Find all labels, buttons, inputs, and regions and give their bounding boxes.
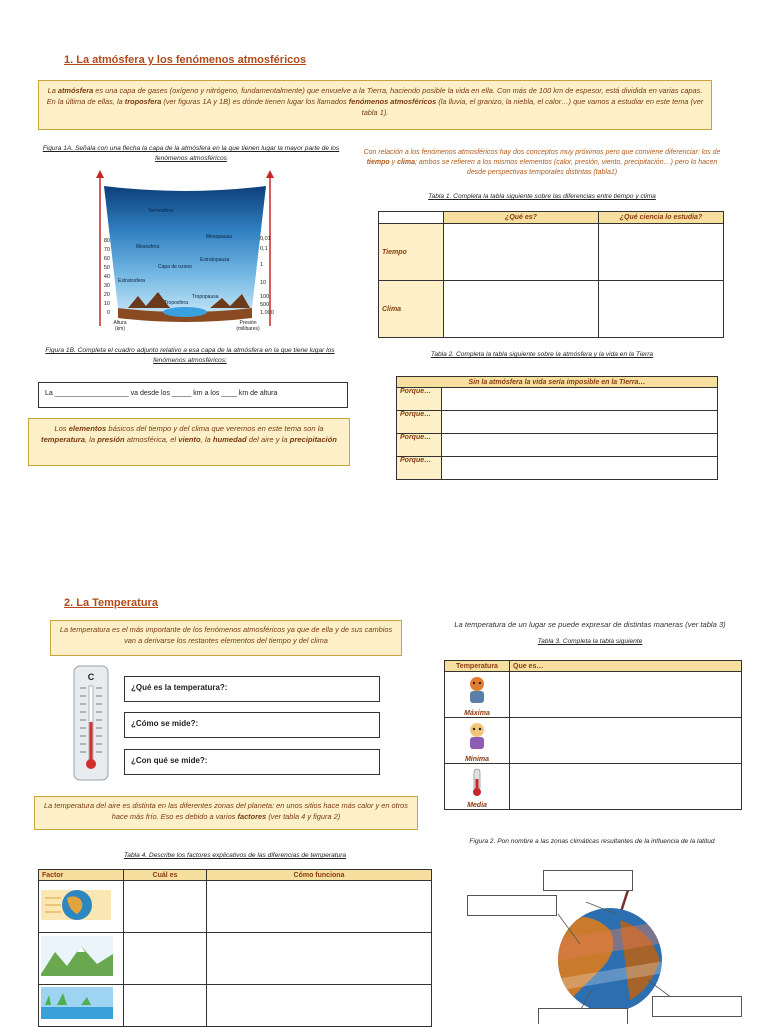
table3-row-media xyxy=(445,764,510,810)
altitude-axis-label: Altura xyxy=(113,320,127,326)
table2-caption: Tabla 2. Completa la tabla siguiente sobre la atmósfera y la vida en la Tierra xyxy=(430,351,654,358)
troposphere-fill-box[interactable]: La ___________________ va desde los _____ km a los ____ km de altura xyxy=(38,382,348,408)
table1-cell[interactable] xyxy=(444,281,599,338)
weather-climate-intro: Con relación a los fenómenos atmosféricos hay dos conceptos muy próximos pero que conviene diferenciar: los de tiempo y clima; ambos se refieren a los mismos elementos (calor, presión, viento, precipitación…) pero lo hacen desde perspectivas temporales distintas (tabla1) xyxy=(363,149,721,177)
hot-figure-icon xyxy=(459,675,495,705)
thermometer-icon xyxy=(72,664,112,784)
temperature-intro-box: La temperatura es el más importante de los fenómenos atmosféricos ya que de ella y de sus cambios van a derivarse los restantes elementos del tiempo y del clima xyxy=(50,620,402,656)
section1-title: 1. La atmósfera y los fenómenos atmosféricos xyxy=(64,54,307,66)
table3-cell[interactable] xyxy=(510,764,742,810)
table3-caption: Tabla 3. Completa la tabla siguiente xyxy=(537,638,643,645)
pressure-tick: 1.000 xyxy=(260,310,274,316)
table3-cell[interactable] xyxy=(510,718,742,764)
layer-label: Tropopausa xyxy=(192,294,219,300)
question-measured-with[interactable]: ¿Con qué se mide?: xyxy=(124,749,380,775)
height-tick: 80 xyxy=(103,238,110,244)
table4-cell[interactable] xyxy=(207,881,432,933)
table4-caption: Tabla 4. Describe los factores explicativos de las diferencias de temperatura xyxy=(123,852,347,859)
table1-row-label: Clima xyxy=(379,281,444,338)
table3-header: Temperatura xyxy=(445,661,510,672)
altitude-mountains-icon xyxy=(41,936,113,976)
pressure-tick: 10 xyxy=(260,280,267,286)
table3-label: Mínima xyxy=(464,756,490,763)
table3-label: Máxima xyxy=(464,710,490,717)
table2-row-label: Porque… xyxy=(397,411,442,434)
atmosphere-body xyxy=(104,186,266,312)
table4-cell[interactable] xyxy=(124,933,207,985)
height-tick: 0 xyxy=(106,310,110,316)
climate-zone-label-box[interactable] xyxy=(538,1008,628,1024)
mild-thermometer-icon xyxy=(459,767,495,797)
height-tick: 20 xyxy=(103,292,110,298)
pressure-axis-unit: (milibares) xyxy=(236,326,260,332)
height-tick: 50 xyxy=(103,265,110,271)
celsius-label: C xyxy=(87,672,95,682)
climate-zone-label-box[interactable] xyxy=(467,895,557,916)
table1-cell[interactable] xyxy=(444,224,599,281)
thermometer-bulb xyxy=(86,759,96,769)
fig2-caption: Figura 2. Pon nombre a las zonas climáticas resultantes de la influencia de la latitud xyxy=(469,838,715,845)
pressure-tick: 100 xyxy=(260,294,270,300)
question-what-is-temperature[interactable]: ¿Qué es la temperatura?: xyxy=(124,676,380,702)
pressure-tick: 0,1 xyxy=(260,246,268,252)
table4-cell[interactable] xyxy=(207,933,432,985)
table1-caption: Tabla 1. Completa la tabla siguiente sobre las diferencias entre tiempo y clima xyxy=(428,193,656,200)
temperature-expression-text: La temperatura de un lugar se puede expresar de distintas maneras (ver tabla 3) xyxy=(454,620,726,629)
table4-factor-image xyxy=(39,881,124,933)
layer-label: Estratosfera xyxy=(118,278,145,284)
thermometer-mercury xyxy=(90,722,93,760)
table3-row-maxima xyxy=(445,672,510,718)
table1-weather-climate xyxy=(378,211,724,338)
height-tick: 30 xyxy=(103,283,110,289)
table4-cell[interactable] xyxy=(207,985,432,1027)
table2-row-label: Porque… xyxy=(397,388,442,411)
height-tick: 40 xyxy=(103,274,110,280)
table1-row-label: Tiempo xyxy=(379,224,444,281)
layer-label: Mesopausa xyxy=(206,234,232,240)
table4-header: Factor xyxy=(39,870,124,881)
table2-cell[interactable] xyxy=(442,457,718,480)
pressure-tick: 1 xyxy=(260,262,264,268)
pressure-tick: 500 xyxy=(260,302,270,308)
fig1b-caption: Figura 1B. Completa el cuadro adjunto relativo a esa capa de la atmósfera en la que tiene lugar los fenómenos atmosféricos: xyxy=(45,347,335,364)
layer-label: Estratopausa xyxy=(200,257,230,263)
pressure-arrow-head xyxy=(266,170,274,178)
height-tick: 10 xyxy=(103,301,110,307)
atmosphere-intro-box: La atmósfera es una capa de gases (oxígeno y nitrógeno, fundamentalmente) que envuelve a la Tierra, haciendo posible la vida en ella. Con más de 100 km de espesor, está dividida en varias capas. En la última de ellas, la troposfera (ver figuras 1A y 1B) es dónde tienen lugar los llamados fenómenos atmosféricos (la lluvia, el granizo, la niebla, el calor…) que vamos a estudiar en este tema (ver tabla 1). xyxy=(38,80,712,130)
pressure-tick: 0,01 xyxy=(260,236,271,242)
table3-label: Media xyxy=(467,802,487,809)
table3-row-minima xyxy=(445,718,510,764)
layer-label: Mesosfera xyxy=(136,244,160,250)
table4-temperature-factors xyxy=(38,869,432,1027)
table1-cell[interactable] xyxy=(599,224,724,281)
pressure-axis-label: Presión xyxy=(239,320,257,326)
table2-cell[interactable] xyxy=(442,388,718,411)
table2-header: Sin la atmósfera la vida sería imposible en la Tierra… xyxy=(397,377,718,388)
table2-cell[interactable] xyxy=(442,411,718,434)
table4-factor-image xyxy=(39,985,124,1027)
layer-label: Termosfera xyxy=(148,208,174,214)
altitude-arrow-head xyxy=(96,170,104,178)
table4-cell[interactable] xyxy=(124,881,207,933)
sea-shape xyxy=(163,307,207,317)
height-tick: 60 xyxy=(103,256,110,262)
table2-row-label: Porque… xyxy=(397,457,442,480)
table4-header: Cuál es xyxy=(124,870,207,881)
climate-zone-label-box[interactable] xyxy=(652,996,742,1017)
temperature-zones-box: La temperatura del aire es distinta en las diferentes zonas del planeta: en unos sitios hace más calor y en otros hace más frío. Eso es debido a varios factores (ver tabla 4 y figura 2) xyxy=(34,796,418,830)
table1-corner xyxy=(379,212,444,224)
question-how-measured[interactable]: ¿Cómo se mide?: xyxy=(124,712,380,738)
latitude-globe-icon xyxy=(41,884,113,924)
fig1a-caption: Figura 1A. Señala con una flecha la capa de la atmósfera en la que tienen lugar la mayor parte de los fenómenos atmosféricos xyxy=(42,145,340,162)
cold-figure-icon xyxy=(459,721,495,751)
layer-label: Troposfera xyxy=(164,300,188,306)
table4-header: Cómo funciona xyxy=(207,870,432,881)
table3-temperature-types xyxy=(444,660,742,810)
altitude-axis-unit: (km) xyxy=(115,326,125,332)
height-tick: 70 xyxy=(103,247,110,253)
table2-cell[interactable] xyxy=(442,434,718,457)
climate-zone-label-box[interactable] xyxy=(543,870,633,891)
table1-header: ¿Qué ciencia lo estudia? xyxy=(599,212,724,224)
table1-cell[interactable] xyxy=(599,281,724,338)
table3-cell[interactable] xyxy=(510,672,742,718)
layer-label: Capa de ozono xyxy=(158,264,192,270)
section2-title: 2. La Temperatura xyxy=(64,597,158,609)
table4-cell[interactable] xyxy=(124,985,207,1027)
table1-header: ¿Qué es? xyxy=(444,212,599,224)
table2-atmosphere-life xyxy=(396,376,718,480)
elements-box: Los elementos básicos del tiempo y del clima que veremos en este tema son la temperatura, la presión atmosférica, el viento, la humedad del aire y la precipitación xyxy=(28,418,350,466)
table2-row-label: Porque… xyxy=(397,434,442,457)
coast-sea-icon xyxy=(41,987,113,1019)
atmosphere-layers-diagram xyxy=(80,168,290,338)
table3-header: Que es… xyxy=(510,661,742,672)
table4-factor-image xyxy=(39,933,124,985)
